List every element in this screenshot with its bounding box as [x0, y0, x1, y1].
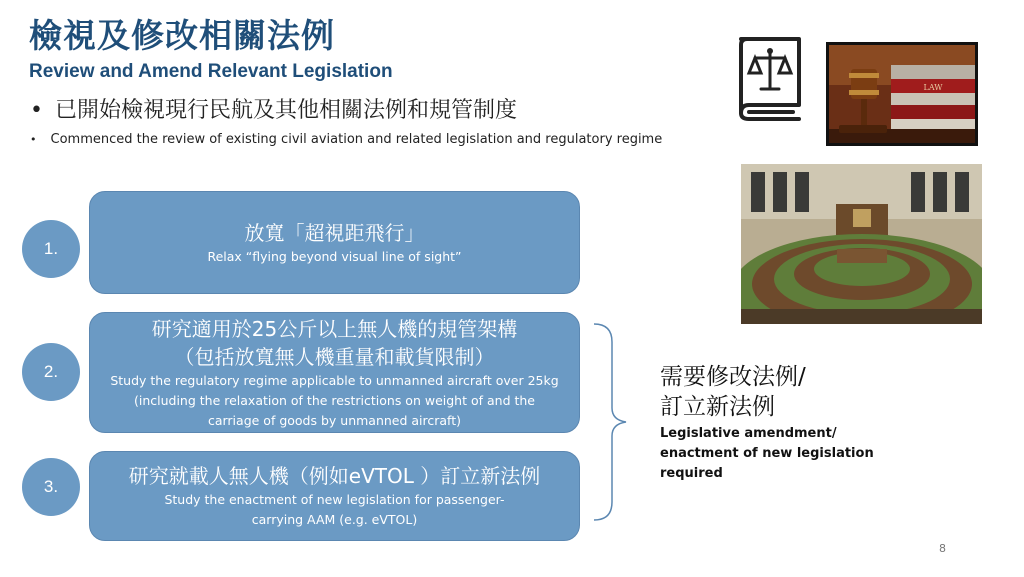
bullet-text-zh: 已開始檢視現行民航及其他相關法例和規管制度 — [54, 98, 517, 123]
law-label: LAW — [923, 83, 943, 92]
result-zh-line1: 需要修改法例/ — [660, 364, 806, 390]
item-2-en: Study the regulatory regime applicable to unmanned aircraft over 25kg (including the relaxation of the restrictions on weight of and the carriage of goods by unmanned aircraft) — [110, 372, 559, 428]
number-badge-1: 1. — [22, 220, 80, 278]
page-number: 8 — [939, 542, 946, 555]
result-en-line3: required — [660, 466, 723, 481]
number-badge-3: 3. — [22, 458, 80, 516]
law-book-scales-icon — [733, 35, 805, 123]
item-box-2 — [89, 312, 580, 433]
right-brace-icon — [592, 322, 632, 522]
bullet-zh — [30, 93, 517, 124]
bullet-marker: • — [30, 133, 37, 146]
item-2-zh-line2: （包括放寬無人機重量和載貨限制） — [174, 344, 495, 369]
item-3-en: Study the enactment of new legislation for passenger-carrying AAM (e.g. eVTOL) — [164, 492, 505, 527]
bullet-text-en: Commenced the review of existing civil aviation and related legislation and regulatory regime — [50, 132, 663, 147]
item-box-1 — [89, 191, 580, 294]
page-title-zh: 檢視及修改相關法例 — [29, 16, 335, 55]
item-box-3 — [89, 451, 580, 541]
gavel-law-books-photo — [826, 42, 978, 146]
number-badge-2: 2. — [22, 343, 80, 401]
legislative-council-chamber-photo — [741, 164, 982, 324]
item-3-zh: 研究就載人無人機（例如eVTOL ）訂立新法例 — [128, 464, 541, 488]
item-1-en: Relax “flying beyond visual line of sight” — [207, 248, 462, 264]
result-zh — [660, 362, 806, 422]
result-zh-line2: 訂立新法例 — [660, 394, 775, 420]
result-en-line1: Legislative amendment/ — [660, 426, 837, 441]
bullet-en — [30, 132, 662, 147]
result-en-line2: enactment of new legislation — [660, 446, 874, 461]
result-en — [660, 424, 874, 484]
bullet-marker: • — [30, 98, 43, 123]
item-1-zh: 放寬「超視距飛行」 — [244, 220, 425, 245]
page-title-en: Review and Amend Relevant Legislation — [29, 61, 393, 82]
item-2-zh-line1: 研究適用於25公斤以上無人機的規管架構 — [151, 316, 518, 341]
